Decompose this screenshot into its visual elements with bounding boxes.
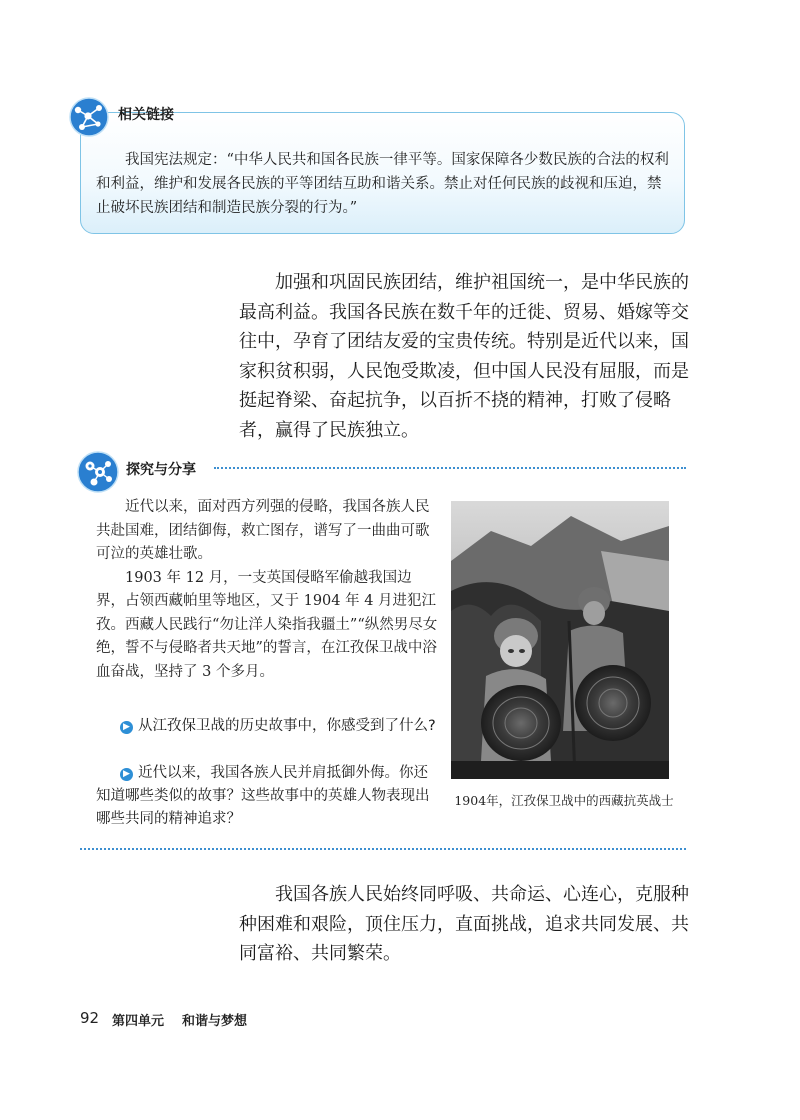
main-paragraph-1: 加强和巩固民族团结，维护祖国统一，是中华民族的最高利益。我国各民族在数千年的迁徙、贸易、婚嫁等交往中，孕育了团结友爱的宝贵传统。特别是近代以来，国家积贫积弱，人民饱受欺凌，但中国人民没有屈服，而是挺起脊梁、奋起抗争，以百折不挠的精神，打败了侵略者，赢得了民族独立。: [239, 272, 689, 441]
story-paragraph-1: 近代以来，面对西方列强的侵略，我国各族人民共赴国难，团结御侮，救亡图存，谱写了一曲曲可歌可泣的英雄壮歌。: [96, 499, 430, 562]
molecule-icon: [76, 450, 120, 494]
constitution-quote: 我国宪法规定：“中华人民共和国各民族一律平等。国家保障各少数民族的合法的权利和利益，维护和发展各民族的平等团结互助和谐关系。禁止对任何民族的歧视和压迫，禁止破坏民族团结和制造民族分裂的行为。”: [96, 152, 669, 216]
related-link-title: 相关链接: [118, 107, 174, 123]
page-number: 92: [80, 1009, 100, 1027]
network-nodes-icon: [68, 96, 110, 138]
historical-photo: [451, 501, 669, 779]
main-paragraph-2: 我国各族人民始终同呼吸、共命运、心连心，克服种种困难和艰险，顶住压力，直面挑战，追求共同发展、共同富裕、共同繁荣。: [239, 884, 689, 964]
photo-caption: 1904年，江孜保卫战中的西藏抗英战士: [454, 793, 674, 808]
story-text: [96, 496, 438, 684]
play-arrow-icon: ▶: [120, 721, 133, 734]
story-paragraph-2: 1903 年 12 月，一支英国侵略军偷越我国边界，占领西藏帕里等地区，又于 1904 年 4 月进犯江孜。西藏人民践行“勿让洋人染指我疆土”“纵然男尽女绝，誓不与侵略者共天地”的誓言，在江孜保卫战中浴血奋战，坚持了 3 个多月。: [96, 569, 438, 680]
discussion-question-1: [96, 715, 441, 738]
question-2-text: 近代以来，我国各族人民并肩抵御外侮。你还知道哪些类似的故事？这些故事中的英雄人物表现出哪些共同的精神追求？: [96, 765, 430, 827]
footer-unit-title: 和谐与梦想: [182, 1014, 248, 1029]
question-1-text: 从江孜保卫战的历史故事中，你感受到了什么?: [138, 718, 436, 734]
footer-unit-label: 第四单元: [112, 1014, 165, 1029]
section-divider-dotted: [214, 467, 686, 469]
explore-share-title: 探究与分享: [126, 462, 196, 478]
play-arrow-icon: ▶: [120, 768, 133, 781]
section-end-divider-dotted: [80, 848, 686, 850]
discussion-question-2: [96, 762, 441, 831]
